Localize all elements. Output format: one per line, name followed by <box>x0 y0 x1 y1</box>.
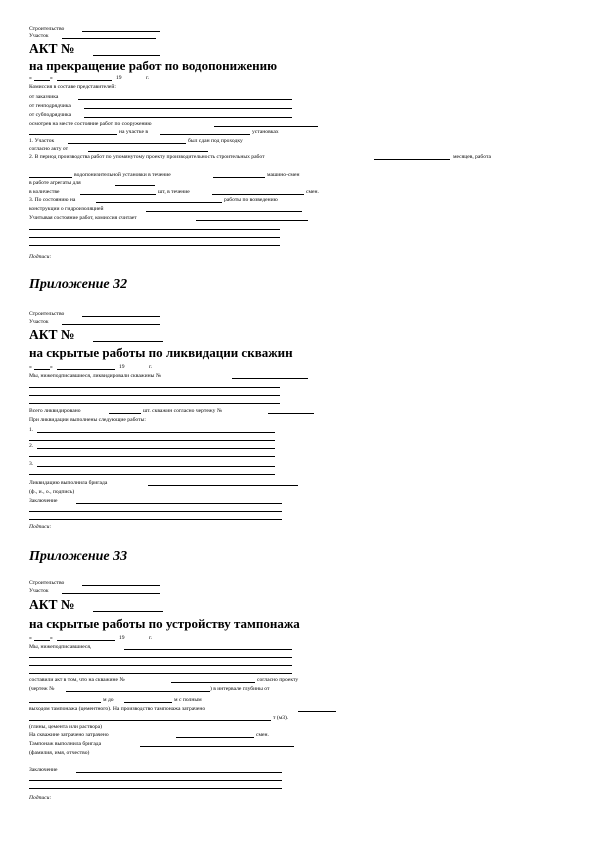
p3-line-a <box>96 202 222 203</box>
app33-date-open-quote: « <box>29 635 32 641</box>
from-customer-line <box>78 99 292 100</box>
app33-date-month-line <box>57 640 115 641</box>
app32-total-line-b <box>268 413 314 414</box>
app32-conclusion-line-1 <box>76 503 282 504</box>
app33-fio-text: (фамилия, имя, отчество) <box>29 750 90 756</box>
app33-drawing-line <box>66 691 210 692</box>
p2-text-d: машино-смен <box>267 172 300 178</box>
app32-section-line <box>62 324 160 325</box>
p2-text-b: месяцев, работа <box>453 154 491 160</box>
p3-text-d: Учитывая состояние работ, комиссия считает <box>29 215 137 221</box>
p3-text-c: конструкции о гидроизоляцией <box>29 206 104 212</box>
app32-signatures-label: Подписи: <box>29 524 52 530</box>
app32-date-close-quote: » <box>50 364 53 370</box>
app32-brigade-text: Ликвидацию выполнила бригада <box>29 480 108 486</box>
conclusion-line-2 <box>29 237 280 238</box>
app33-conclusion-line-1 <box>76 772 282 773</box>
date-open-quote: « <box>29 75 32 81</box>
appendix-32-heading: Приложение 32 <box>29 277 128 292</box>
app32-item-3: 3. <box>29 461 34 467</box>
from-customer: от заказчика <box>29 94 59 100</box>
app32-item-3-line <box>37 466 275 467</box>
app33-drawing-a: (чертеж № <box>29 686 55 692</box>
date-year: 19 <box>116 75 122 81</box>
from-general: от генподрядчика <box>29 103 71 109</box>
app32-total-line-a <box>109 413 141 414</box>
app33-t-m3: т (м3). <box>273 715 289 721</box>
on-section-line-2 <box>160 134 250 135</box>
p2-line-d <box>213 177 265 178</box>
commission-text: Комиссия в составе представителей: <box>29 84 116 90</box>
section-line <box>62 38 156 39</box>
app32-fio-text: (ф., и., о., подпись) <box>29 489 75 495</box>
app32-we-text: Мы, нижеподписавшиеся, ликвидировали скважины № <box>29 373 162 379</box>
app33-execution-text: выходом тампонажа (цементного). На производство тампонажа затрачено <box>29 706 206 712</box>
app33-date-g: г. <box>149 635 153 641</box>
inspected-text: осмотрев на месте состояние работ по сооружению <box>29 121 152 127</box>
app33-construction-label: Строительство <box>29 580 65 586</box>
construction-label: Строительство <box>29 26 65 32</box>
p1-act: согласно акту от <box>29 146 69 152</box>
app32-item-3-line-b <box>29 474 275 475</box>
app32-total-b: шт. скважин согласно чертежу № <box>143 408 223 414</box>
app32-item-1-line <box>37 432 275 433</box>
p2-text-h: смен. <box>306 189 319 195</box>
app33-we-text: Мы, нижеподписавшиеся, <box>29 644 92 650</box>
app33-act-number-heading: АКТ № <box>29 597 75 612</box>
conclusion-line-3 <box>29 245 280 246</box>
app33-construction-line <box>82 585 160 586</box>
date-day-line <box>34 80 50 81</box>
app33-section-label: Участок <box>29 588 49 594</box>
p2-text-e: в работе агрегаты для <box>29 180 81 186</box>
date-g: г. <box>146 75 150 81</box>
app32-conclusion-line-2 <box>29 511 282 512</box>
app33-we-line <box>124 649 292 650</box>
app33-conclusion-text: Заключение <box>29 767 58 773</box>
app33-date-close-quote: » <box>50 635 53 641</box>
installations-text: установках <box>252 129 279 135</box>
p2-line-f <box>80 194 156 195</box>
app33-date-day-line <box>34 640 50 641</box>
app32-item-2: 2. <box>29 443 34 449</box>
app32-conclusion-line-3 <box>29 519 282 520</box>
app32-item-2-line <box>37 448 275 449</box>
on-section-line-1 <box>29 134 117 135</box>
app32-line-1 <box>29 387 280 388</box>
app33-brigade-line <box>140 746 294 747</box>
app32-line-2 <box>29 395 280 396</box>
date-close-quote: » <box>50 75 53 81</box>
app33-line-1 <box>29 657 292 658</box>
p2-text-f: в количестве <box>29 189 60 195</box>
app32-section-label: Участок <box>29 319 49 325</box>
app33-drawing-b: ) в интервале глубины от <box>210 686 270 692</box>
appendix-33-heading: Приложение 33 <box>29 549 128 564</box>
app32-total-a: Всего ликвидировано <box>29 408 81 414</box>
p1-section-line <box>68 143 186 144</box>
app33-line-2 <box>29 665 292 666</box>
app33-solution-text: (глины, цемента или раствора) <box>29 724 103 730</box>
p2-line-g <box>212 194 304 195</box>
p2-line-a <box>374 159 450 160</box>
p3-line-c <box>146 211 302 212</box>
app32-date-open-quote: « <box>29 364 32 370</box>
construction-line <box>82 31 160 32</box>
app32-line-3 <box>29 403 280 404</box>
app33-spent-b: смен. <box>256 732 269 738</box>
app33-date-year: 19 <box>119 635 125 641</box>
app33-m-fully: м с полным <box>174 697 202 703</box>
act-number-heading: АКТ № <box>29 41 75 56</box>
app33-conclusion-line-3 <box>29 788 282 789</box>
app32-conclusion-text: Заключение <box>29 498 58 504</box>
app33-spent-a: На скважине затрачено затрачено <box>29 732 109 738</box>
app33-brigade-text: Тампонаж выполнила бригада <box>29 741 102 747</box>
p2-text-a: 2. В период производства работ по упомянутому проекту производительность строительных работ <box>29 154 265 160</box>
app32-act-number-line <box>93 341 163 342</box>
app32-brigade-line <box>148 485 298 486</box>
app33-act-number-line <box>93 611 163 612</box>
date-month-line <box>57 80 112 81</box>
p1-section: 1. Участок <box>29 138 55 144</box>
app33-execution-line <box>298 711 336 712</box>
app32-act-number-heading: АКТ № <box>29 327 75 342</box>
app33-depth-to-line <box>124 702 172 703</box>
conclusion-line-1 <box>29 229 280 230</box>
p2-line-c <box>29 177 72 178</box>
p1-handed: был сдан под проходку <box>188 138 243 144</box>
p2-text-g: шт, в течение <box>158 189 190 195</box>
app32-act-title: на скрытые работы по ликвидации скважин <box>29 345 293 360</box>
from-sub-line <box>84 117 292 118</box>
section-label: Участок <box>29 33 49 39</box>
p2-line-e <box>115 185 155 186</box>
app32-item-2-line-b <box>29 456 275 457</box>
app33-line-3 <box>29 673 292 674</box>
p1-act-line <box>88 151 208 152</box>
app33-m-to: м до <box>103 697 114 703</box>
from-sub: от субподрядчика <box>29 112 72 118</box>
inspected-line <box>214 126 318 127</box>
app33-amount-line <box>29 720 271 721</box>
app32-construction-label: Строительство <box>29 311 65 317</box>
p2-text-c: водопонизительной установки в течение <box>74 172 171 178</box>
app32-construction-line <box>82 316 160 317</box>
app33-spent-line <box>176 737 254 738</box>
app33-compiled-b: согласно проекту <box>257 677 299 683</box>
app32-we-line <box>232 378 308 379</box>
app33-compiled-a: составили акт в том, что на скважине № <box>29 677 125 683</box>
act-number-line <box>93 55 160 56</box>
app33-act-title: на скрытые работы по устройству тампонажа <box>29 616 300 631</box>
app32-during-text: При ликвидации выполнены следующие работы: <box>29 417 146 423</box>
app32-date-year: 19 <box>119 364 125 370</box>
p3-text-a: 3. По состоянию на <box>29 197 76 203</box>
app33-signatures-label: Подписи: <box>29 795 52 801</box>
p3-line-d <box>196 220 308 221</box>
app33-conclusion-line-2 <box>29 780 282 781</box>
app33-depth-from-line <box>29 702 101 703</box>
app33-compiled-line <box>171 682 255 683</box>
app32-date-month-line <box>57 369 115 370</box>
from-general-line <box>84 108 292 109</box>
app32-date-g: г. <box>149 364 153 370</box>
app32-date-day-line <box>34 369 50 370</box>
app32-item-1-line-b <box>29 440 275 441</box>
on-section-text: на участке в <box>119 129 148 135</box>
p3-text-b: работы по возведению <box>224 197 278 203</box>
app32-item-1: 1. <box>29 427 34 433</box>
app33-section-line <box>62 593 160 594</box>
act-title: на прекращение работ по водопонижению <box>29 58 278 73</box>
signatures-label: Подписи: <box>29 254 52 260</box>
